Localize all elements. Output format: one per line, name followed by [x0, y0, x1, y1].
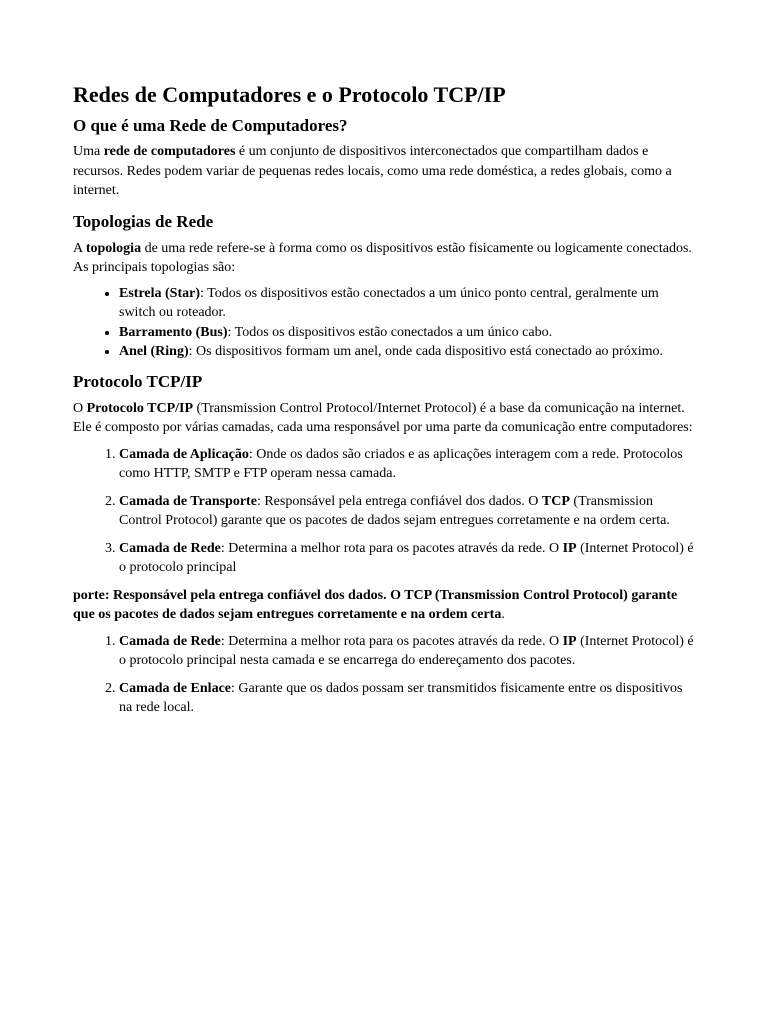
- layers-list: [73, 445, 695, 578]
- list-item: [119, 284, 695, 323]
- paragraph-tcp-ip: [73, 399, 695, 438]
- page-title: Redes de Computadores e o Protocolo TCP/IP: [73, 82, 506, 107]
- heading-tcp-ip: Protocolo TCP/IP: [73, 371, 203, 391]
- text-run: : Todos os dispositivos estão conectados a um único cabo.: [227, 324, 553, 340]
- bold-term: IP: [562, 540, 577, 556]
- bold-term: Camada de Aplicação: [119, 446, 249, 462]
- list-item: [119, 492, 695, 531]
- list-item: [119, 539, 695, 578]
- list-item: [119, 445, 695, 484]
- layers-list-continued: [73, 632, 695, 718]
- bold-term: Protocolo TCP/IP: [86, 400, 194, 416]
- text-run: de uma rede refere-se à forma como os dispositivos estão fisicamente ou logicamente conectados. As principais topologias são:: [73, 240, 692, 275]
- text-run: A: [73, 240, 86, 256]
- paragraph-fragment: [73, 586, 695, 625]
- text-run: O: [73, 400, 87, 416]
- bold-fragment: porte: Responsável pela entrega confiável dos dados. O TCP (Transmission Control Protocol) garante que os pacotes de dados sejam entregues corretamente e na ordem certa: [73, 587, 678, 622]
- text-run: : Garante que os dados possam ser transmitidos fisicamente entre os dispositivos na rede local.: [119, 680, 683, 715]
- text-run: : Responsável pela entrega confiável dos dados. O: [256, 493, 542, 509]
- text-run: (Transmission Control Protocol) garante que os pacotes de dados sejam entregues corretamente e na ordem certa.: [119, 493, 670, 528]
- bold-term: IP: [562, 633, 577, 649]
- bold-term: topologia: [85, 240, 142, 256]
- text-run: : Onde os dados são criados e as aplicações interagem com a rede. Protocolos como HTTP, SMTP e FTP operam nessa camada.: [119, 446, 683, 481]
- text-run: .: [501, 607, 505, 622]
- paragraph-topologias: [73, 239, 695, 278]
- text-run: é um conjunto de dispositivos interconectados que compartilham dados e recursos. Redes podem variar de pequenas redes locais, como uma rede doméstica, a redes globais, como a internet.: [73, 144, 672, 198]
- list-item: [119, 632, 695, 671]
- bold-term: TCP: [541, 493, 570, 509]
- text-run: : Determina a melhor rota para os pacotes através da rede. O: [220, 540, 563, 556]
- bold-term: Camada de Transporte: [119, 493, 257, 509]
- text-run: : Os dispositivos formam um anel, onde cada dispositivo está conectado ao próximo.: [188, 344, 663, 359]
- heading-rede: O que é uma Rede de Computadores?: [73, 116, 348, 135]
- bold-term: rede de computadores: [103, 144, 236, 159]
- bold-term: Camada de Enlace: [119, 680, 231, 696]
- list-item: [119, 323, 695, 343]
- heading-topologias: Topologias de Rede: [73, 211, 214, 231]
- list-item: [119, 679, 695, 718]
- text-run: (Internet Protocol) é o protocolo principal: [119, 540, 694, 575]
- text-run: (Internet Protocol) é o protocolo principal nesta camada e se encarrega do endereçamento dos pacotes.: [119, 633, 694, 668]
- text-run: : Todos os dispositivos estão conectados a um único ponto central, geralmente um switch ou roteador.: [119, 285, 659, 320]
- text-run: : Determina a melhor rota para os pacotes através da rede. O: [220, 633, 563, 649]
- list-item: [119, 342, 695, 362]
- bold-term: Camada de Rede: [119, 633, 221, 649]
- text-run: (Transmission Control Protocol/Internet Protocol) é a base da comunicação na internet. Ele é composto por várias camadas, cada uma responsável por uma parte da comunicação entre computadores:: [73, 400, 693, 435]
- bold-term: Estrela (Star): [119, 285, 200, 301]
- bold-term: Camada de Rede: [119, 540, 221, 556]
- paragraph-rede: [73, 142, 695, 201]
- bold-term: Barramento (Bus): [119, 324, 228, 340]
- topologies-list: [73, 284, 695, 362]
- text-run: Uma: [73, 144, 104, 159]
- bold-term: Anel (Ring): [119, 344, 189, 359]
